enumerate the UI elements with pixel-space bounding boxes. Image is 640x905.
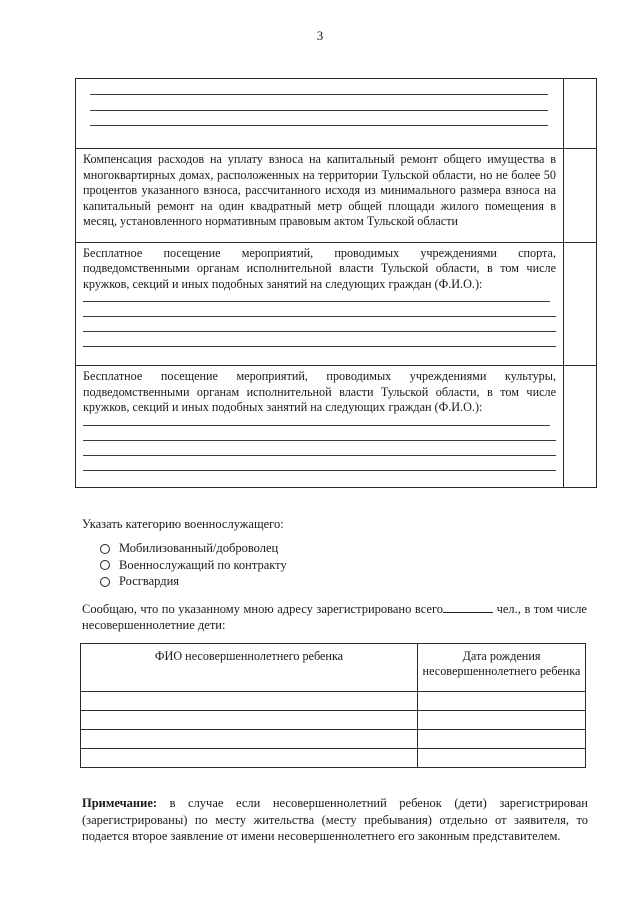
benefits-table — [75, 78, 597, 488]
table-row — [76, 149, 597, 243]
table-header-row — [81, 644, 586, 692]
registered-text-after: чел., в том числе несовершеннолетние дети: — [82, 602, 587, 632]
benefit-cell — [76, 242, 564, 366]
blank-line[interactable] — [83, 456, 556, 471]
checkbox-cell[interactable] — [564, 79, 597, 149]
benefit-text: Компенсация расходов на уплату взноса на капитальный ремонт общего имущества в многоквартирных домах, расположенных на территории Тульской области, но не более 50 процентов указанного взноса, рассчитанного исходя из минимального размера взноса на капитальный ремонт на один квадратный метр общей площади жилого помещения в месяц, установленного нормативным правовым актом Тульской области — [83, 152, 556, 228]
blank-line[interactable] — [83, 416, 550, 426]
page-number: 3 — [316, 28, 324, 43]
child-name-cell[interactable] — [81, 749, 418, 768]
child-birthdate-cell[interactable] — [418, 692, 586, 711]
checkbox-cell[interactable] — [564, 242, 597, 366]
category-option-label: Мобилизованный/доброволец — [119, 541, 279, 555]
benefit-text: Бесплатное посещение мероприятий, проводимых учреждениями спорта, подведомственными органам исполнительной власти Тульской области, в том числе кружков, секций и иных подобных занятий на следующих граждан (Ф.И.О.): — [83, 245, 556, 291]
category-option-label: Росгвардия — [119, 574, 180, 588]
child-name-cell[interactable] — [81, 692, 418, 711]
table-row — [76, 366, 597, 488]
category-option[interactable] — [100, 540, 287, 557]
category-options — [100, 540, 287, 590]
blank-line — [90, 125, 548, 126]
benefit-text: Бесплатное посещение мероприятий, проводимых учреждениями культуры, подведомственными органам исполнительной власти Тульской области, в том числе кружков, секций и иных подобных занятий на следующих граждан (Ф.И.О.): — [83, 369, 556, 414]
category-option-label: Военнослужащий по контракту — [119, 557, 287, 572]
checkbox-cell[interactable] — [564, 366, 597, 488]
children-table — [80, 643, 586, 768]
benefit-cell — [76, 149, 564, 243]
table-row — [81, 730, 586, 749]
table-row — [81, 711, 586, 730]
table-row — [81, 749, 586, 768]
registered-count-statement — [82, 601, 587, 633]
note-text: в случае если несовершеннолетний ребенок (дети) зарегистрирован (зарегистрированы) по месту жительства (месту пребывания) отдельно от заявителя, то подается второе заявление от имени несовершеннолетнего его законным представителем. — [82, 796, 588, 843]
blank-line — [90, 110, 548, 111]
table-row — [81, 692, 586, 711]
blank-line[interactable] — [83, 292, 550, 302]
note-paragraph — [82, 795, 588, 845]
table-row — [76, 242, 597, 366]
column-header-name: ФИО несовершеннолетнего ребенка — [81, 644, 418, 692]
blank-line[interactable] — [83, 317, 556, 332]
radio-circle-icon[interactable] — [100, 560, 110, 570]
child-birthdate-cell[interactable] — [418, 711, 586, 730]
category-option[interactable] — [100, 573, 287, 590]
blank-lines-cell[interactable] — [76, 79, 564, 149]
category-label: Указать категорию военнослужащего: — [82, 517, 284, 531]
blank-line[interactable] — [83, 332, 556, 347]
registered-text-before: Сообщаю, что по указанному мною адресу зарегистрировано всего — [82, 602, 444, 616]
category-option[interactable] — [100, 557, 287, 574]
child-birthdate-cell[interactable] — [418, 730, 586, 749]
note-label: Примечание: — [82, 796, 158, 810]
registered-count-field[interactable] — [443, 601, 493, 613]
child-birthdate-cell[interactable] — [418, 749, 586, 768]
radio-circle-icon[interactable] — [100, 577, 110, 587]
blank-line[interactable] — [83, 441, 556, 456]
blank-line[interactable] — [83, 302, 556, 317]
benefit-cell — [76, 366, 564, 488]
child-name-cell[interactable] — [81, 711, 418, 730]
blank-line[interactable] — [83, 426, 556, 441]
radio-circle-icon[interactable] — [100, 544, 110, 554]
checkbox-cell[interactable] — [564, 149, 597, 243]
child-name-cell[interactable] — [81, 730, 418, 749]
column-header-birthdate: Дата рождения несовершеннолетнего ребенка — [418, 644, 586, 692]
table-row — [76, 79, 597, 149]
blank-line — [90, 94, 548, 95]
